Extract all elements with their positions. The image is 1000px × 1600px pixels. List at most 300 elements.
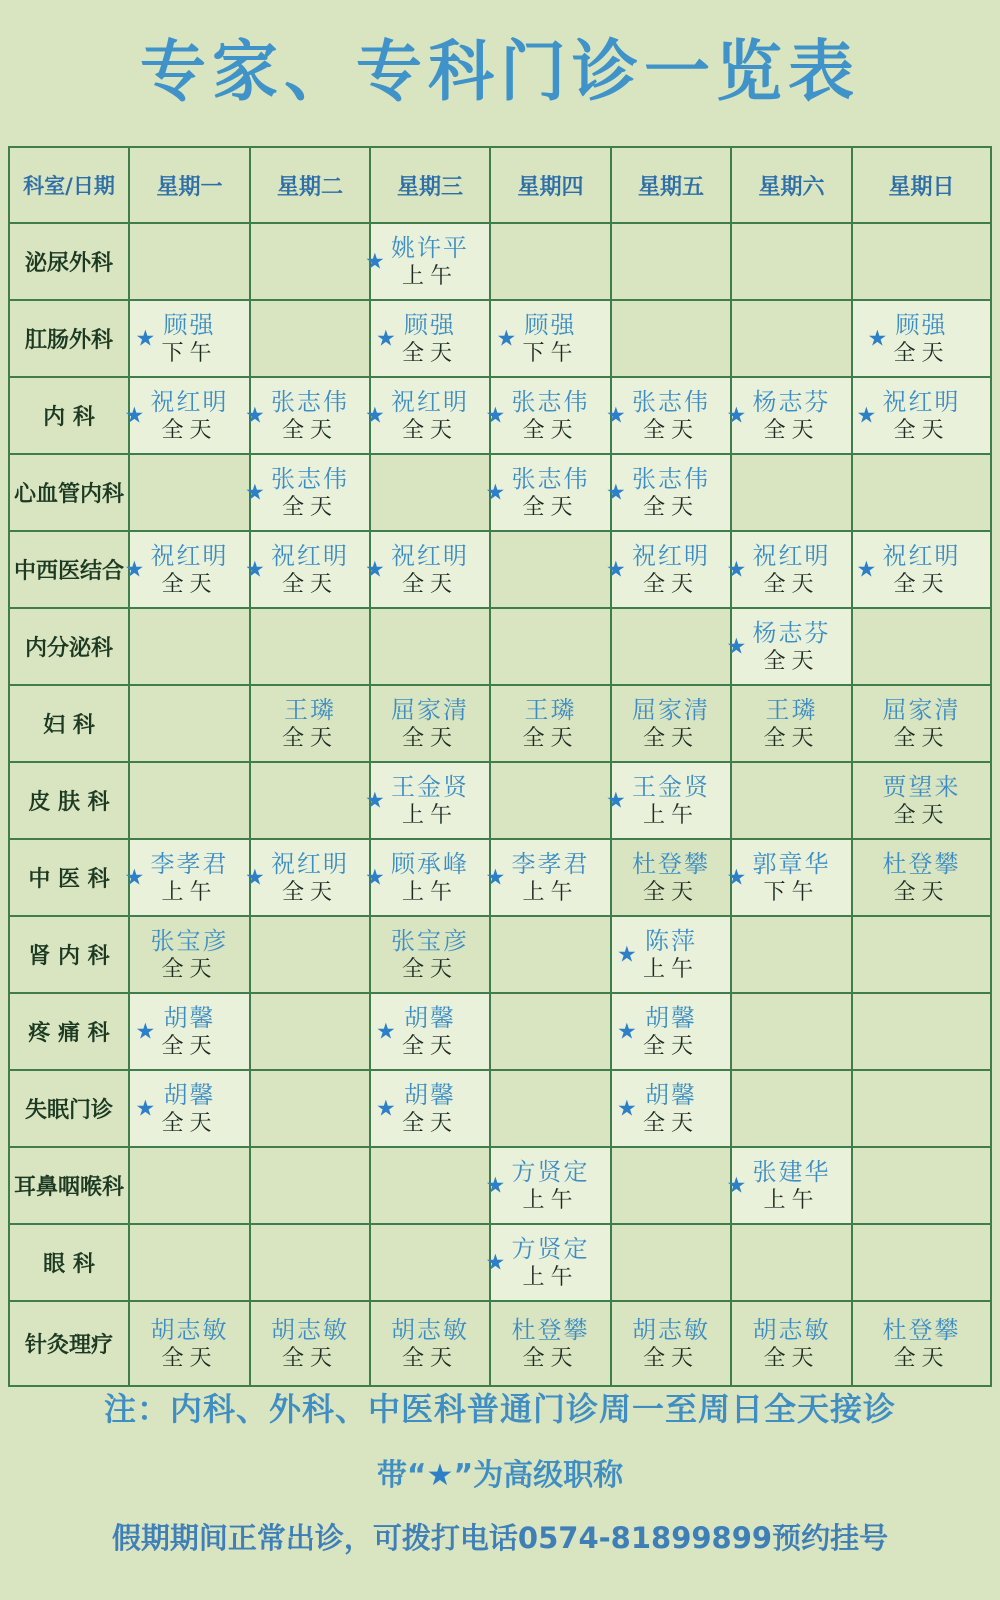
session-time: 全天 bbox=[642, 571, 699, 597]
session-time: 全天 bbox=[893, 340, 950, 366]
schedule-cell bbox=[852, 762, 991, 839]
schedule-cell bbox=[611, 839, 731, 916]
schedule-cell bbox=[370, 685, 490, 762]
schedule-cell bbox=[852, 608, 991, 685]
doctor-entry bbox=[245, 541, 349, 599]
star-icon: ★ bbox=[496, 325, 517, 351]
star-icon: ★ bbox=[726, 402, 747, 428]
doctor-name: 祝红明 bbox=[391, 541, 469, 570]
schedule-cell bbox=[129, 685, 250, 762]
star-icon: ★ bbox=[726, 556, 747, 582]
doctor-name: 张志伟 bbox=[271, 387, 349, 416]
session-time: 全天 bbox=[401, 725, 458, 751]
doctor-name: 贾望来 bbox=[882, 772, 961, 801]
star-icon: ★ bbox=[426, 1458, 454, 1493]
schedule-cell bbox=[485, 454, 611, 531]
table-row bbox=[9, 685, 991, 762]
doctor-entry bbox=[365, 541, 469, 599]
star-icon: ★ bbox=[616, 941, 637, 967]
schedule-cell bbox=[250, 1224, 370, 1301]
doctor-entry bbox=[522, 695, 578, 753]
session-time: 全天 bbox=[642, 1033, 699, 1059]
doctor-name: 杜登攀 bbox=[882, 849, 961, 878]
doctor-entry bbox=[375, 1003, 458, 1061]
day-header: 星期六 bbox=[731, 147, 852, 223]
schedule-cell bbox=[611, 223, 731, 300]
session-time: 全天 bbox=[642, 494, 699, 520]
doctor-entry bbox=[883, 772, 961, 830]
doctor-name: 祝红明 bbox=[752, 541, 831, 570]
doctor-name: 祝红明 bbox=[882, 541, 961, 570]
doctor-entry bbox=[632, 1315, 710, 1373]
star-icon: ★ bbox=[606, 787, 626, 813]
department-label: 中 医 科 bbox=[9, 839, 129, 916]
doctor-name: 杨志芬 bbox=[752, 618, 831, 647]
session-time: 全天 bbox=[281, 417, 338, 443]
doctor-name: 李孝君 bbox=[150, 849, 229, 878]
doctor-name: 张志伟 bbox=[632, 387, 710, 416]
session-time: 下午 bbox=[161, 340, 218, 366]
session-time: 上午 bbox=[401, 879, 458, 905]
doctor-entry bbox=[124, 387, 229, 445]
session-time: 上午 bbox=[642, 956, 699, 982]
doctor-name: 张宝彦 bbox=[391, 926, 469, 955]
doctor-name: 顾强 bbox=[895, 310, 948, 339]
schedule-cell bbox=[490, 1070, 611, 1147]
schedule-cell bbox=[365, 839, 490, 916]
schedule-cell bbox=[250, 300, 370, 377]
schedule-cell bbox=[250, 916, 370, 993]
doctor-name: 胡馨 bbox=[644, 1003, 697, 1032]
doctor-name: 姚许平 bbox=[391, 233, 469, 262]
star-icon: ★ bbox=[616, 1018, 637, 1044]
schedule-cell bbox=[129, 300, 250, 377]
star-icon: ★ bbox=[726, 1172, 747, 1198]
session-time: 全天 bbox=[401, 1345, 458, 1371]
schedule-cell bbox=[370, 300, 490, 377]
department-label: 妇 科 bbox=[9, 685, 129, 762]
schedule-cell bbox=[606, 762, 731, 839]
department-label: 疼 痛 科 bbox=[9, 993, 129, 1070]
session-time: 全天 bbox=[522, 1345, 579, 1371]
doctor-name: 祝红明 bbox=[150, 541, 229, 570]
doctor-entry bbox=[245, 464, 349, 522]
schedule-cell bbox=[606, 454, 731, 531]
star-icon: ★ bbox=[245, 479, 265, 505]
doctor-name: 张建华 bbox=[752, 1157, 831, 1186]
doctor-entry bbox=[496, 310, 579, 368]
star-icon: ★ bbox=[485, 1249, 506, 1275]
doctor-entry bbox=[726, 1157, 831, 1215]
schedule-cell bbox=[365, 531, 490, 608]
doctor-name: 祝红明 bbox=[882, 387, 961, 416]
session-time: 全天 bbox=[642, 1110, 699, 1136]
star-icon: ★ bbox=[365, 864, 385, 890]
department-label: 中西医结合 bbox=[9, 531, 129, 608]
schedule-cell bbox=[731, 1301, 852, 1386]
table-row bbox=[9, 531, 991, 608]
schedule-cell bbox=[490, 685, 611, 762]
department-label: 内 科 bbox=[9, 377, 129, 454]
schedule-cell bbox=[731, 1070, 852, 1147]
session-time: 全天 bbox=[763, 1345, 820, 1371]
schedule-cell bbox=[731, 762, 852, 839]
session-time: 全天 bbox=[161, 1110, 218, 1136]
table-row bbox=[9, 608, 991, 685]
star-icon: ★ bbox=[135, 1095, 156, 1121]
session-time: 全天 bbox=[893, 725, 950, 751]
schedule-cell bbox=[490, 531, 611, 608]
schedule-cell bbox=[852, 223, 991, 300]
schedule-table bbox=[8, 146, 992, 1387]
doctor-name: 杜登攀 bbox=[632, 849, 710, 878]
session-time: 全天 bbox=[522, 417, 579, 443]
session-time: 下午 bbox=[763, 879, 820, 905]
star-icon: ★ bbox=[606, 556, 626, 582]
doctor-name: 李孝君 bbox=[511, 849, 590, 878]
schedule-cell bbox=[129, 1224, 250, 1301]
schedule-cell bbox=[852, 839, 991, 916]
star-icon: ★ bbox=[365, 402, 385, 428]
doctor-entry bbox=[867, 310, 950, 368]
table-row bbox=[9, 1070, 991, 1147]
doctor-entry bbox=[485, 849, 590, 907]
table-row bbox=[9, 377, 991, 454]
session-time: 上午 bbox=[522, 1264, 579, 1290]
session-time: 全天 bbox=[763, 571, 820, 597]
doctor-name: 祝红明 bbox=[271, 541, 349, 570]
note-star-suffix: ”为高级职称 bbox=[453, 1458, 624, 1493]
doctor-entry bbox=[856, 541, 961, 599]
schedule-cell bbox=[852, 377, 991, 454]
doctor-entry bbox=[616, 1003, 699, 1061]
session-time: 全天 bbox=[893, 802, 950, 828]
doctor-entry bbox=[485, 464, 590, 522]
schedule-cell bbox=[129, 454, 250, 531]
doctor-name: 杨志芬 bbox=[752, 387, 831, 416]
day-header: 星期五 bbox=[611, 147, 731, 223]
schedule-cell bbox=[250, 608, 370, 685]
session-time: 全天 bbox=[522, 725, 579, 751]
schedule-cell bbox=[611, 993, 731, 1070]
session-time: 全天 bbox=[893, 1345, 950, 1371]
session-time: 全天 bbox=[763, 648, 820, 674]
star-icon: ★ bbox=[245, 556, 265, 582]
doctor-name: 方贤定 bbox=[511, 1157, 590, 1186]
schedule-cell bbox=[852, 1147, 991, 1224]
table-row bbox=[9, 993, 991, 1070]
schedule-cell bbox=[490, 762, 611, 839]
note-star-prefix: 带“ bbox=[376, 1458, 427, 1493]
schedule-cell bbox=[370, 916, 490, 993]
table-row bbox=[9, 223, 991, 300]
doctor-entry bbox=[632, 695, 710, 753]
session-time: 全天 bbox=[401, 956, 458, 982]
doctor-entry bbox=[856, 387, 961, 445]
doctor-name: 胡志敏 bbox=[391, 1315, 469, 1344]
department-label: 内分泌科 bbox=[9, 608, 129, 685]
session-time: 全天 bbox=[161, 956, 218, 982]
schedule-cell bbox=[245, 454, 370, 531]
session-time: 全天 bbox=[642, 879, 699, 905]
session-time: 上午 bbox=[522, 1187, 579, 1213]
doctor-entry bbox=[365, 233, 469, 291]
schedule-cell bbox=[129, 223, 250, 300]
session-time: 上午 bbox=[401, 263, 458, 289]
session-time: 全天 bbox=[642, 725, 699, 751]
doctor-name: 胡馨 bbox=[644, 1080, 697, 1109]
schedule-cell bbox=[250, 1147, 370, 1224]
doctor-name: 祝红明 bbox=[632, 541, 710, 570]
star-icon: ★ bbox=[485, 479, 506, 505]
schedule-cell bbox=[245, 377, 370, 454]
schedule-cell bbox=[129, 762, 250, 839]
schedule-cell bbox=[485, 377, 611, 454]
doctor-entry bbox=[365, 387, 469, 445]
star-icon: ★ bbox=[485, 864, 506, 890]
star-icon: ★ bbox=[375, 1095, 396, 1121]
doctor-entry bbox=[135, 310, 218, 368]
doctor-name: 顾强 bbox=[163, 310, 216, 339]
schedule-cell bbox=[726, 1147, 852, 1224]
doctor-entry bbox=[883, 695, 961, 753]
doctor-name: 郭章华 bbox=[752, 849, 831, 878]
star-icon: ★ bbox=[375, 1018, 396, 1044]
doctor-name: 祝红明 bbox=[150, 387, 229, 416]
star-icon: ★ bbox=[606, 402, 626, 428]
doctor-entry bbox=[282, 695, 338, 753]
schedule-cell bbox=[611, 1070, 731, 1147]
schedule-cell bbox=[606, 377, 731, 454]
table-row bbox=[9, 300, 991, 377]
schedule-cell bbox=[852, 1070, 991, 1147]
schedule-cell bbox=[250, 1301, 370, 1386]
schedule-cell bbox=[129, 993, 250, 1070]
session-time: 全天 bbox=[281, 571, 338, 597]
schedule-cell bbox=[370, 1070, 490, 1147]
session-time: 全天 bbox=[522, 494, 579, 520]
session-time: 全天 bbox=[281, 725, 338, 751]
schedule-cell bbox=[129, 1147, 250, 1224]
session-time: 上午 bbox=[161, 879, 218, 905]
schedule-cell bbox=[611, 1147, 731, 1224]
schedule-cell bbox=[726, 531, 852, 608]
schedule-cell bbox=[852, 531, 991, 608]
department-label: 耳鼻咽喉科 bbox=[9, 1147, 129, 1224]
doctor-name: 顾强 bbox=[403, 310, 456, 339]
doctor-name: 顾承峰 bbox=[391, 849, 469, 878]
star-icon: ★ bbox=[867, 325, 888, 351]
schedule-cell bbox=[852, 993, 991, 1070]
department-label: 皮 肤 科 bbox=[9, 762, 129, 839]
doctor-entry bbox=[245, 387, 349, 445]
schedule-cell bbox=[611, 916, 731, 993]
schedule-cell bbox=[485, 1224, 611, 1301]
doctor-entry bbox=[632, 849, 710, 907]
day-header: 星期一 bbox=[129, 147, 250, 223]
doctor-name: 胡馨 bbox=[163, 1003, 216, 1032]
doctor-entry bbox=[375, 310, 458, 368]
doctor-entry bbox=[135, 1003, 218, 1061]
star-icon: ★ bbox=[375, 325, 396, 351]
session-time: 上午 bbox=[401, 802, 458, 828]
session-time: 全天 bbox=[763, 725, 820, 751]
table-row bbox=[9, 839, 991, 916]
star-icon: ★ bbox=[616, 1095, 637, 1121]
note-general-clinic: 注：内科、外科、中医科普通门诊周一至周日全天接诊 bbox=[103, 1390, 896, 1428]
day-header: 星期三 bbox=[370, 147, 490, 223]
table-row bbox=[9, 454, 991, 531]
star-icon: ★ bbox=[124, 556, 145, 582]
schedule-cell bbox=[485, 839, 611, 916]
doctor-entry bbox=[606, 772, 710, 830]
doctor-name: 祝红明 bbox=[391, 387, 469, 416]
department-label: 眼 科 bbox=[9, 1224, 129, 1301]
session-time: 全天 bbox=[401, 571, 458, 597]
doctor-entry bbox=[726, 849, 831, 907]
doctor-entry bbox=[151, 1315, 229, 1373]
schedule-cell bbox=[731, 993, 852, 1070]
session-time: 全天 bbox=[161, 571, 218, 597]
doctor-name: 张志伟 bbox=[271, 464, 349, 493]
schedule-cell bbox=[370, 1224, 490, 1301]
table-row bbox=[9, 1301, 991, 1386]
doctor-entry bbox=[271, 1315, 349, 1373]
schedule-cell bbox=[490, 993, 611, 1070]
doctor-entry bbox=[485, 1234, 590, 1292]
schedule-cell bbox=[611, 608, 731, 685]
schedule-cell bbox=[731, 223, 852, 300]
doctor-name: 杜登攀 bbox=[882, 1315, 961, 1344]
schedule-cell bbox=[490, 916, 611, 993]
star-icon: ★ bbox=[245, 402, 265, 428]
doctor-name: 杜登攀 bbox=[511, 1315, 590, 1344]
schedule-cell bbox=[611, 685, 731, 762]
department-label: 失眠门诊 bbox=[9, 1070, 129, 1147]
schedule-cell bbox=[365, 223, 490, 300]
corner-header: 科室/日期 bbox=[9, 147, 129, 223]
doctor-entry bbox=[726, 387, 831, 445]
schedule-cell bbox=[852, 454, 991, 531]
doctor-name: 王璘 bbox=[765, 695, 818, 724]
doctor-entry bbox=[245, 849, 349, 907]
doctor-entry bbox=[606, 541, 710, 599]
schedule-cell bbox=[370, 608, 490, 685]
schedule-cell bbox=[731, 916, 852, 993]
doctor-name: 胡志敏 bbox=[752, 1315, 831, 1344]
schedule-cell bbox=[490, 223, 611, 300]
schedule-cell bbox=[726, 839, 852, 916]
doctor-entry bbox=[391, 1315, 469, 1373]
table-row bbox=[9, 916, 991, 993]
doctor-name: 王金贤 bbox=[632, 772, 710, 801]
department-label: 心血管内科 bbox=[9, 454, 129, 531]
doctor-name: 王金贤 bbox=[391, 772, 469, 801]
doctor-name: 王璘 bbox=[524, 695, 577, 724]
doctor-name: 胡志敏 bbox=[271, 1315, 349, 1344]
session-time: 全天 bbox=[401, 417, 458, 443]
schedule-cell bbox=[370, 454, 490, 531]
table-row bbox=[9, 762, 991, 839]
star-icon: ★ bbox=[135, 325, 156, 351]
star-icon: ★ bbox=[856, 402, 877, 428]
schedule-cell bbox=[129, 608, 250, 685]
doctor-name: 胡馨 bbox=[403, 1080, 456, 1109]
schedule-cell bbox=[606, 531, 731, 608]
schedule-cell bbox=[852, 685, 991, 762]
doctor-entry bbox=[124, 849, 229, 907]
session-time: 全天 bbox=[401, 340, 458, 366]
doctor-entry bbox=[485, 1157, 590, 1215]
schedule-cell bbox=[490, 1301, 611, 1386]
session-time: 全天 bbox=[161, 1033, 218, 1059]
doctor-name: 胡志敏 bbox=[632, 1315, 710, 1344]
doctor-entry bbox=[391, 695, 469, 753]
doctor-name: 屈家清 bbox=[882, 695, 961, 724]
schedule-cell bbox=[124, 377, 250, 454]
session-time: 全天 bbox=[281, 494, 338, 520]
page-title: 专家、专科门诊一览表 bbox=[140, 33, 860, 110]
session-time: 全天 bbox=[281, 879, 338, 905]
day-header: 星期四 bbox=[490, 147, 611, 223]
schedule-cell bbox=[124, 531, 250, 608]
session-time: 全天 bbox=[161, 417, 218, 443]
doctor-name: 张志伟 bbox=[511, 464, 590, 493]
department-label: 肛肠外科 bbox=[9, 300, 129, 377]
schedule-cell bbox=[365, 377, 490, 454]
doctor-entry bbox=[883, 849, 961, 907]
doctor-entry bbox=[365, 772, 469, 830]
schedule-cell bbox=[129, 1070, 250, 1147]
schedule-cell bbox=[611, 1224, 731, 1301]
star-icon: ★ bbox=[726, 864, 747, 890]
doctor-entry bbox=[135, 1080, 218, 1138]
doctor-entry bbox=[391, 926, 469, 984]
doctor-entry bbox=[485, 387, 590, 445]
session-time: 上午 bbox=[642, 802, 699, 828]
schedule-cell bbox=[250, 223, 370, 300]
department-label: 针灸理疗 bbox=[9, 1301, 129, 1386]
doctor-name: 张志伟 bbox=[632, 464, 710, 493]
schedule-cell bbox=[124, 839, 250, 916]
star-icon: ★ bbox=[365, 787, 385, 813]
doctor-name: 方贤定 bbox=[511, 1234, 590, 1263]
doctor-entry bbox=[606, 464, 710, 522]
doctor-name: 屈家清 bbox=[391, 695, 469, 724]
schedule-cell bbox=[250, 762, 370, 839]
table-row bbox=[9, 1147, 991, 1224]
schedule-cell bbox=[250, 685, 370, 762]
schedule-body bbox=[9, 223, 991, 1386]
schedule-cell bbox=[731, 685, 852, 762]
session-time: 全天 bbox=[893, 417, 950, 443]
schedule-cell bbox=[370, 1301, 490, 1386]
star-icon: ★ bbox=[365, 248, 385, 274]
doctor-name: 顾强 bbox=[524, 310, 577, 339]
star-icon: ★ bbox=[856, 556, 877, 582]
schedule-cell bbox=[731, 300, 852, 377]
doctor-entry bbox=[763, 695, 819, 753]
doctor-entry bbox=[365, 849, 469, 907]
schedule-cell bbox=[852, 1301, 991, 1386]
star-icon: ★ bbox=[365, 556, 385, 582]
session-time: 全天 bbox=[642, 417, 699, 443]
doctor-entry bbox=[726, 618, 831, 676]
day-header: 星期日 bbox=[852, 147, 991, 223]
department-label: 泌尿外科 bbox=[9, 223, 129, 300]
doctor-entry bbox=[726, 541, 831, 599]
session-time: 全天 bbox=[281, 1345, 338, 1371]
